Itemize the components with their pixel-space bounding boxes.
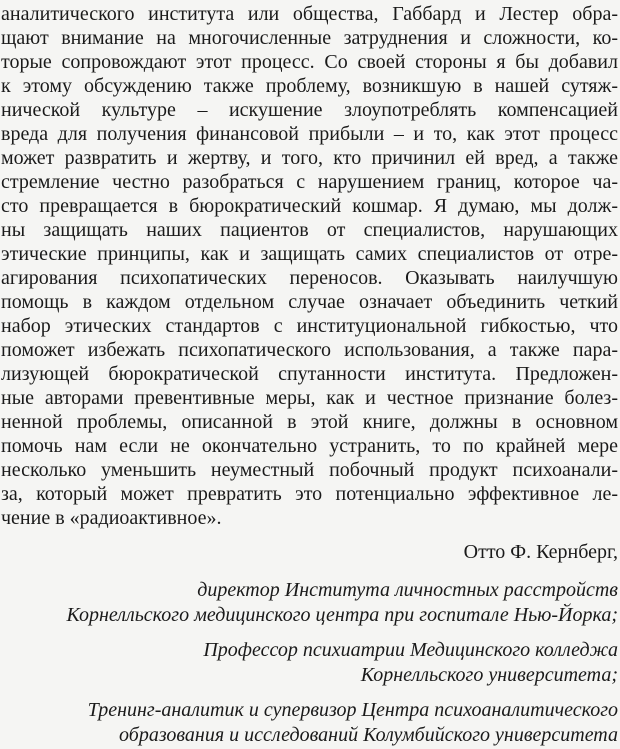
paragraph-line: чение в «радиоактивное». (1, 507, 222, 529)
paragraph-line: помощь в каждом отдельном случае означает объединить четкий (1, 291, 618, 313)
author-signature: Отто Ф. Кернберг, (463, 541, 618, 563)
paragraph-line: набор этических стандартов с институциональной гибкостью, что (1, 315, 618, 337)
paragraph-line: к этому обсуждению также проблему, возникшую в нашей сутяж- (1, 75, 618, 97)
affiliation-line: Профессор психиатрии Медицинского колледжа (203, 639, 618, 661)
paragraph-line: стремление честно разобраться с нарушением границ, которое ча- (1, 171, 618, 193)
paragraph-line: вреда для получения финансовой прибыли – и то, как этот процесс (1, 123, 618, 145)
paragraph-line: аналитического института или общества, Габбард и Лестер обра- (1, 3, 618, 25)
paragraph-line: лизующей бюрократической спутанности института. Предложен- (1, 363, 618, 385)
paragraph-line: этические принципы, как и защищать самих специалистов от отре- (1, 243, 618, 265)
paragraph-line: сто превращается в бюрократический кошмар. Я думаю, мы долж- (1, 195, 618, 217)
affiliation-line: Корнелльского медицинского центра при госпитале Нью-Йорка; (66, 604, 618, 626)
paragraph-line: за, который может превратить это потенциально эффективное ле- (1, 483, 618, 505)
affiliation-line: директор Института личностных расстройств (197, 579, 618, 601)
paragraph-line: ненной проблемы, описанной в этой книге, должны в основном (1, 411, 618, 433)
affiliation-block (1, 578, 618, 628)
affiliation-block (1, 698, 618, 748)
paragraph-line: нической культуре – искушение злоупотреблять компенсацией (1, 99, 618, 121)
paragraph-line: помочь нам если не окончательно устранить, то по крайней мере (1, 435, 618, 457)
body-paragraph (1, 2, 618, 530)
paragraph-line: несколько уменьшить неуместный побочный продукт психоанали- (1, 459, 618, 481)
affiliation-line: Корнелльского университета; (360, 664, 618, 686)
paragraph-line: может развратить и жертву, и того, кто причинил ей вред, а также (1, 147, 618, 169)
affiliation-block (1, 638, 618, 688)
paragraph-line: щают внимание на многочисленные затруднения и сложности, ко- (1, 27, 618, 49)
affiliation-line: Тренинг-аналитик и супервизор Центра психоаналитического (87, 699, 618, 721)
paragraph-line: агирования психопатических переносов. Оказывать наилучшую (1, 267, 618, 289)
affiliation-line: образования и исследований Колумбийского университета (119, 724, 618, 746)
paragraph-line: поможет избежать психопатического использования, а также пара- (1, 339, 618, 361)
paragraph-line: торые сопровождают этот процесс. Со своей стороны я бы добавил (1, 51, 618, 73)
paragraph-line: ные авторами превентивные меры, как и честное признание болез- (1, 387, 618, 409)
paragraph-line: ны защищать наших пациентов от специалистов, нарушающих (1, 219, 618, 241)
